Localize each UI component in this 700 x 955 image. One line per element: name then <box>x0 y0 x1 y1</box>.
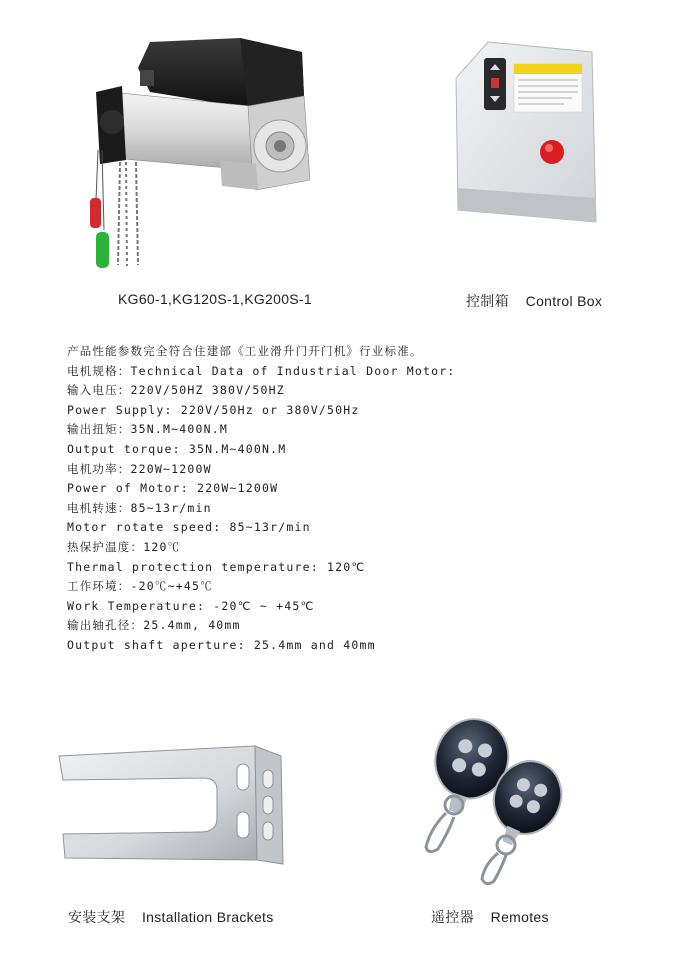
remotes-caption-en: Remotes <box>490 909 549 925</box>
brackets-caption <box>68 907 274 927</box>
remotes-caption-cn: 遥控器 <box>431 909 474 925</box>
spec-line: Output torque: 35N.M~400N.M <box>67 441 287 456</box>
spec-list <box>67 342 627 656</box>
control-box-caption-cn: 控制箱 <box>466 293 509 309</box>
spec-line: 输出轴孔径：25.4mm, 40mm <box>67 618 241 633</box>
remotes-caption <box>431 907 549 927</box>
spec-line: 电机转速：85~13r/min <box>67 500 212 515</box>
spec-line: Power of Motor: 220W~1200W <box>67 481 279 496</box>
spec-line: 输出扭矩：35N.M~400N.M <box>67 422 228 437</box>
spec-line: Power Supply: 220V/50Hz or 380V/50Hz <box>67 402 360 417</box>
spec-line: Work Temperature: -20℃ ~ +45℃ <box>67 598 315 613</box>
control-box-caption-en: Control Box <box>525 293 603 309</box>
spec-line: 工作环境：-20℃~+45℃ <box>67 579 213 594</box>
spec-line: Motor rotate speed: 85~13r/min <box>67 520 311 535</box>
spec-line: 产品性能参数完全符合住建部《工业滑升门开门机》行业标准。 <box>67 344 423 358</box>
spec-line: Thermal protection temperature: 120℃ <box>67 559 366 574</box>
motor-caption: KG60-1,KG120S-1,KG200S-1 <box>118 291 312 307</box>
brackets-caption-cn: 安装支架 <box>68 909 126 925</box>
brackets-caption-en: Installation Brackets <box>141 909 274 925</box>
spec-line: 输入电压：220V/50HZ 380V/50HZ <box>67 383 285 398</box>
installation-bracket-image <box>55 740 295 872</box>
spec-line: 热保护温度：120℃ <box>67 539 181 554</box>
door-motor-image <box>80 30 330 275</box>
control-box-image <box>452 38 600 228</box>
spec-line: 电机功率：220W~1200W <box>67 461 212 476</box>
control-box-caption <box>466 291 602 311</box>
spec-line: 电机规格：Technical Data of Industrial Door Motor: <box>67 363 456 378</box>
spec-line: Output shaft aperture: 25.4mm and 40mm <box>67 637 376 652</box>
remotes-image <box>408 705 588 890</box>
